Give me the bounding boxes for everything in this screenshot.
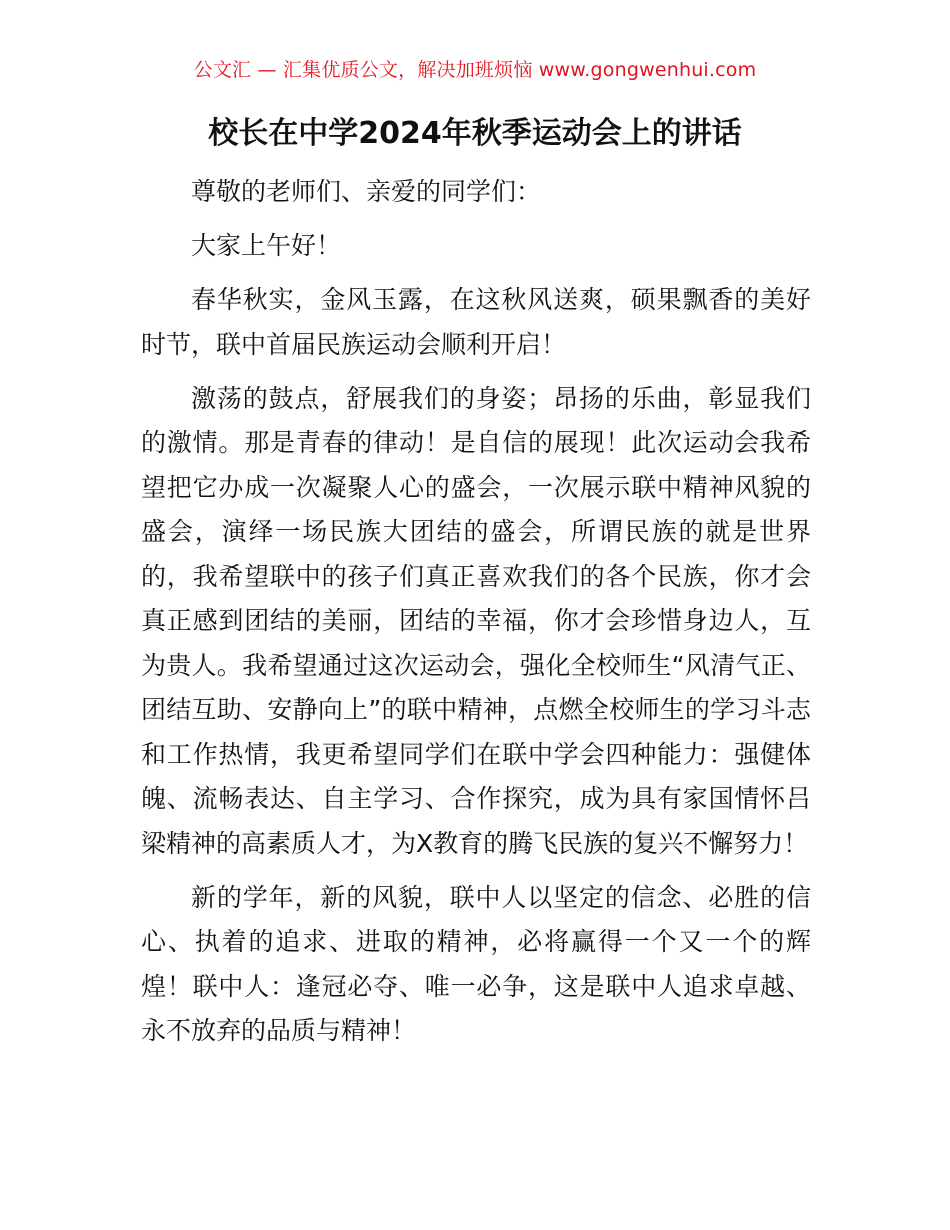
watermark-header[interactable]: 公文汇 — 汇集优质公文，解决加班烦恼 www.gongwenhui.com bbox=[193, 59, 757, 81]
paragraph-3: 新的学年，新的风貌，联中人以坚定的信念、必胜的信心、执着的追求、进取的精神，必将赢得一个又一个的辉煌！联中人：逢冠必夺、唯一必争，这是联中人追求卓越、永不放弃的品质与精神！ bbox=[141, 882, 811, 1045]
paragraph-1: 春华秋实，金风玉露，在这秋风送爽，硕果飘香的美好时节，联中首届民族运动会顺利开启！ bbox=[141, 285, 811, 359]
greeting: 大家上午好！ bbox=[191, 231, 342, 260]
salutation: 尊敬的老师们、亲爱的同学们： bbox=[191, 177, 542, 206]
paragraph-2: 激荡的鼓点，舒展我们的身姿；昂扬的乐曲，彰显我们的激情。那是青春的律动！是自信的展现！此次运动会我希望把它办成一次凝聚人心的盛会，一次展示联中精神风貌的盛会，演绎一场民族大团结的盛会，所谓民族的就是世界的，我希望联中的孩子们真正喜欢我们的各个民族，你才会真正感到团结的美丽，团结的幸福，你才会珍惜身边人，互为贵人。我希望通过这次运动会，强化全校师生“风清气正、团结互助、安静向上”的联中精神，点燃全校师生的学习斗志和工作热情，我更希望同学们在联中学会四种能力：强健体魄、流畅表达、自主学习、合作探究，成为具有家国情怀吕梁精神的高素质人才，为X教育的腾飞民族的复兴不懈努力！ bbox=[141, 383, 811, 858]
document-title: 校长在中学2024年秋季运动会上的讲话 bbox=[208, 116, 742, 151]
document-body bbox=[141, 170, 811, 1063]
